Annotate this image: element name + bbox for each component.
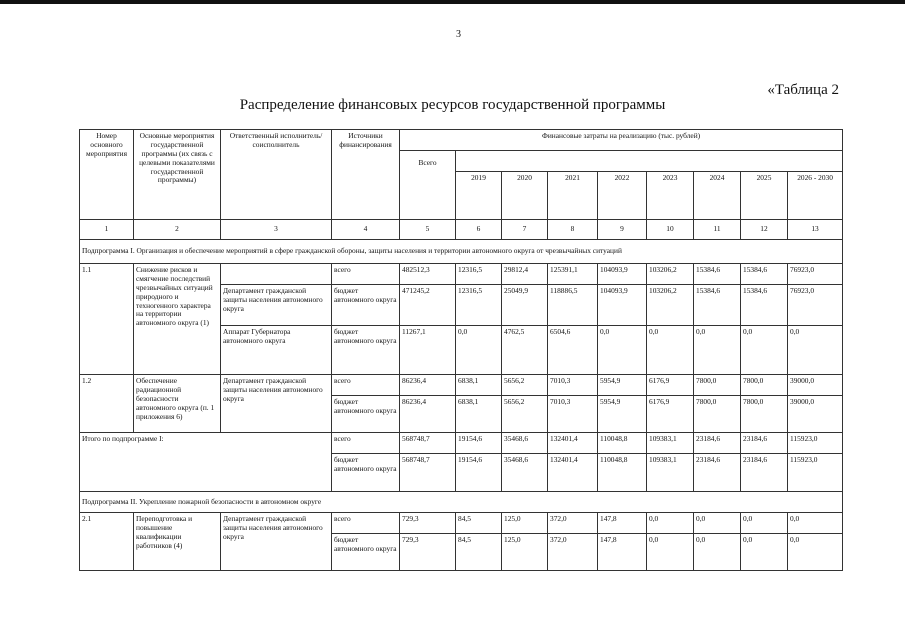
value-cell: 12316,5 [456,285,502,326]
value-cell: 110048,8 [598,433,647,454]
activity-name: Переподготовка и повышение квалификации работников (4) [134,513,221,571]
value-cell: 19154,6 [456,433,502,454]
funding-source: всего [332,375,400,396]
value-cell: 0,0 [741,513,788,534]
column-number: 10 [647,220,694,240]
table-tag: «Таблица 2 [767,82,839,98]
value-cell: 7800,0 [741,396,788,433]
value-cell: 23184,6 [741,454,788,492]
year-cell: 2021 [548,172,598,220]
funding-source: бюджет автономного округа [332,285,400,326]
value-cell: 23184,6 [694,433,741,454]
value-cell: 471245,2 [400,285,456,326]
executor: Департамент гражданской защиты населения автономного округа [221,375,332,433]
value-cell: 132401,4 [548,454,598,492]
value-cell: 7800,0 [694,396,741,433]
column-number: 4 [332,220,400,240]
value-cell: 110048,8 [598,454,647,492]
value-cell: 115923,0 [788,454,843,492]
column-number: 6 [456,220,502,240]
activity-number: 2.1 [80,513,134,571]
value-cell: 0,0 [647,326,694,375]
column-number: 8 [548,220,598,240]
executor-empty [221,264,332,285]
value-cell: 5954,9 [598,396,647,433]
value-cell: 25049,9 [502,285,548,326]
value-cell: 6838,1 [456,375,502,396]
value-cell: 4762,5 [502,326,548,375]
value-cell: 29812,4 [502,264,548,285]
value-cell: 104093,9 [598,285,647,326]
value-cell: 84,5 [456,513,502,534]
funding-source: бюджет автономного округа [332,454,400,492]
value-cell: 118886,5 [548,285,598,326]
header-activities: Основные мероприятия государственной программы (их связь с целевыми показателями государственной программы) [134,130,221,220]
value-cell: 86236,4 [400,375,456,396]
page-title: Распределение финансовых ресурсов государственной программы [239,97,666,113]
value-cell: 0,0 [456,326,502,375]
funding-source: всего [332,513,400,534]
value-cell: 15384,6 [741,264,788,285]
executor: Аппарат Губернатора автономного округа [221,326,332,375]
header-sources: Источники финансирования [332,130,400,220]
column-number: 3 [221,220,332,240]
header-total: Всего [400,151,456,220]
column-number: 1 [80,220,134,240]
column-number: 2 [134,220,221,240]
value-cell: 39000,0 [788,375,843,396]
value-cell: 729,3 [400,513,456,534]
column-number: 5 [400,220,456,240]
funding-source: всего [332,264,400,285]
executor: Департамент гражданской защиты населения автономного округа [221,285,332,326]
year-cell: 2026 - 2030 [788,172,843,220]
value-cell: 5656,2 [502,375,548,396]
funding-source: всего [332,433,400,454]
activity-name: Снижение рисков и смягчение последствий чрезвычайных ситуаций природного и техногенного характера на территории автономного округа (1) [134,264,221,375]
column-number: 7 [502,220,548,240]
column-number: 13 [788,220,843,240]
value-cell: 19154,6 [456,454,502,492]
funding-source: бюджет автономного округа [332,396,400,433]
value-cell: 23184,6 [741,433,788,454]
value-cell: 6176,9 [647,396,694,433]
header-number: Номер основного мероприятия [80,130,134,220]
value-cell: 7010,3 [548,375,598,396]
year-cell: 2020 [502,172,548,220]
value-cell: 0,0 [741,326,788,375]
value-cell: 6504,6 [548,326,598,375]
value-cell: 35468,6 [502,454,548,492]
finance-table [79,129,843,571]
value-cell: 0,0 [788,326,843,375]
value-cell: 125,0 [502,534,548,571]
top-border [0,0,905,4]
year-cell: 2025 [741,172,788,220]
column-number: 9 [598,220,647,240]
value-cell: 147,8 [598,513,647,534]
funding-source: бюджет автономного округа [332,534,400,571]
value-cell: 15384,6 [694,285,741,326]
value-cell: 0,0 [598,326,647,375]
value-cell: 0,0 [694,513,741,534]
column-number: 11 [694,220,741,240]
value-cell: 0,0 [647,513,694,534]
activity-number: 1.1 [80,264,134,375]
value-cell: 76923,0 [788,264,843,285]
value-cell: 372,0 [548,513,598,534]
value-cell: 103206,2 [647,264,694,285]
value-cell: 125391,1 [548,264,598,285]
header-years-spacer [456,151,843,172]
value-cell: 84,5 [456,534,502,571]
column-number: 12 [741,220,788,240]
value-cell: 372,0 [548,534,598,571]
value-cell: 39000,0 [788,396,843,433]
value-cell: 86236,4 [400,396,456,433]
value-cell: 482512,3 [400,264,456,285]
subprogram-2-title: Подпрограмма II. Укрепление пожарной безопасности в автономном округе [80,492,843,513]
value-cell: 0,0 [788,534,843,571]
value-cell: 6838,1 [456,396,502,433]
value-cell: 109383,1 [647,454,694,492]
value-cell: 0,0 [647,534,694,571]
subprogram-1-total-label: Итого по подпрограмме I: [80,433,332,492]
activity-number: 1.2 [80,375,134,433]
year-cell: 2023 [647,172,694,220]
activity-name: Обеспечение радиационной безопасности автономного округа (п. 1 приложения 6) [134,375,221,433]
header-financial-costs: Финансовые затраты на реализацию (тыс. рублей) [400,130,843,151]
year-cell: 2024 [694,172,741,220]
value-cell: 23184,6 [694,454,741,492]
value-cell: 11267,1 [400,326,456,375]
value-cell: 6176,9 [647,375,694,396]
value-cell: 0,0 [788,513,843,534]
value-cell: 147,8 [598,534,647,571]
value-cell: 115923,0 [788,433,843,454]
value-cell: 15384,6 [694,264,741,285]
value-cell: 103206,2 [647,285,694,326]
value-cell: 7800,0 [694,375,741,396]
value-cell: 35468,6 [502,433,548,454]
executor: Департамент гражданской защиты населения автономного округа [221,513,332,571]
funding-source: бюджет автономного округа [332,326,400,375]
value-cell: 0,0 [741,534,788,571]
value-cell: 104093,9 [598,264,647,285]
year-cell: 2022 [598,172,647,220]
value-cell: 568748,7 [400,433,456,454]
value-cell: 15384,6 [741,285,788,326]
value-cell: 7800,0 [741,375,788,396]
value-cell: 0,0 [694,326,741,375]
value-cell: 5954,9 [598,375,647,396]
value-cell: 0,0 [694,534,741,571]
value-cell: 109383,1 [647,433,694,454]
value-cell: 125,0 [502,513,548,534]
year-cell: 2019 [456,172,502,220]
value-cell: 76923,0 [788,285,843,326]
subprogram-1-title: Подпрограмма I. Организация и обеспечение мероприятий в сфере гражданской обороны, защиты населения и территории автономного округа от чрезвычайных ситуаций [80,240,843,264]
page-number: 3 [456,29,461,40]
value-cell: 729,3 [400,534,456,571]
header-executor: Ответственный исполнитель/соисполнитель [221,130,332,220]
value-cell: 7010,3 [548,396,598,433]
value-cell: 5656,2 [502,396,548,433]
value-cell: 132401,4 [548,433,598,454]
value-cell: 568748,7 [400,454,456,492]
value-cell: 12316,5 [456,264,502,285]
